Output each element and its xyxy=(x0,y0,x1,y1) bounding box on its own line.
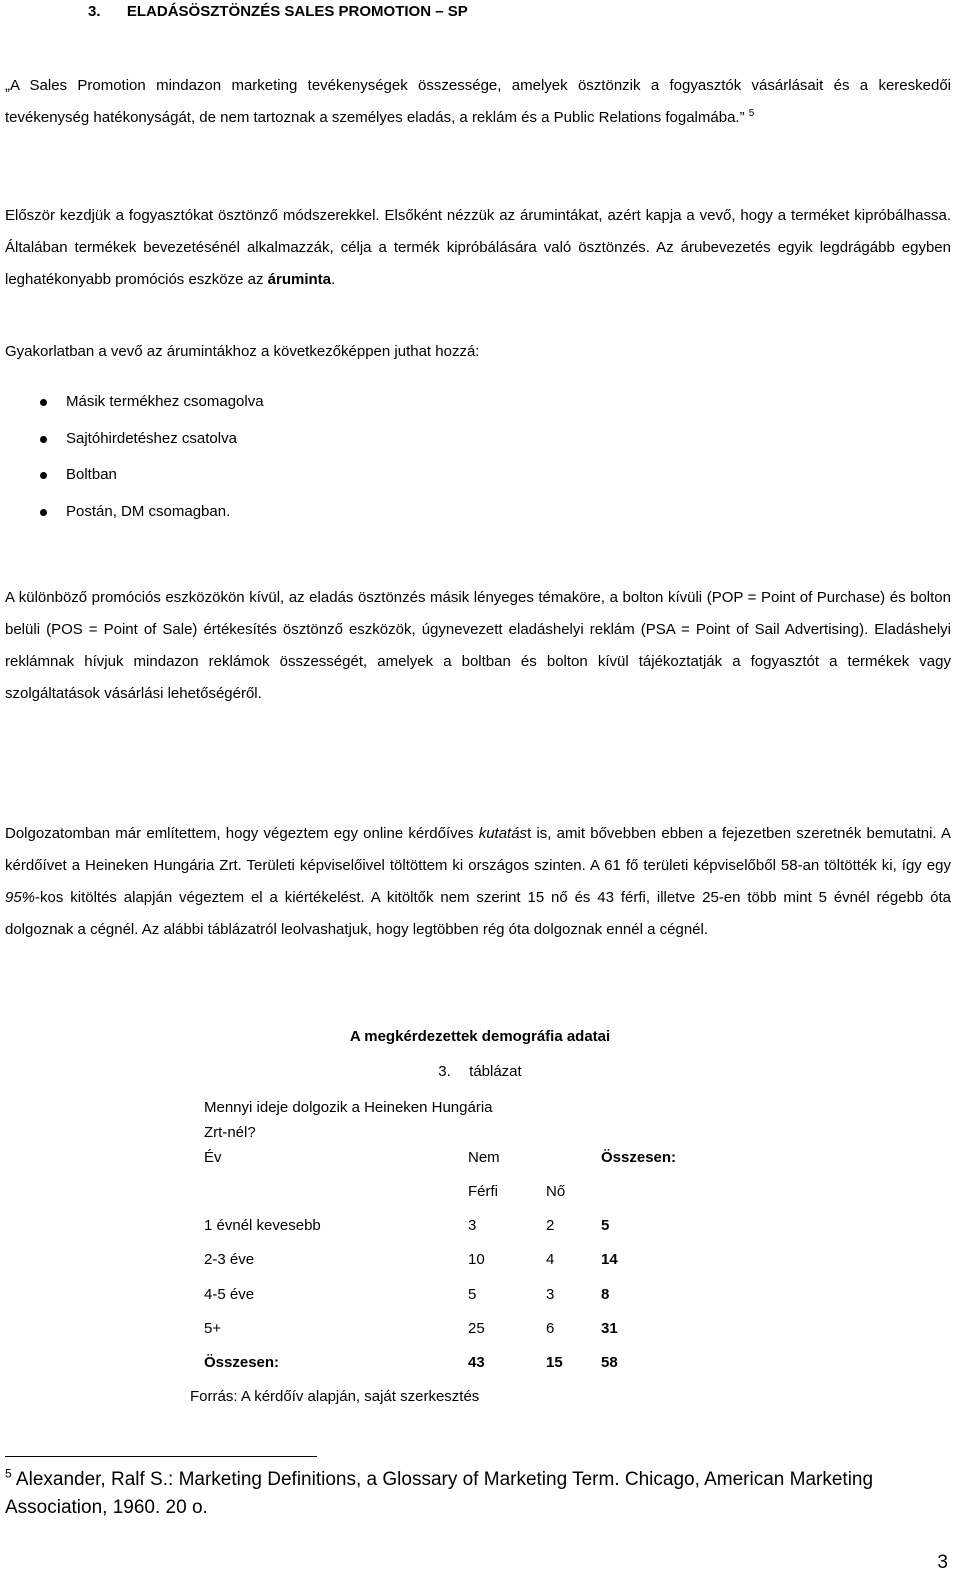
footnote xyxy=(5,1466,951,1522)
footnote-reference[interactable]: 5 xyxy=(748,108,755,119)
page-number: 3 xyxy=(937,1552,948,1573)
bullet-icon xyxy=(40,436,47,443)
italic-term: kutatás xyxy=(478,825,528,842)
italic-percent: 95% xyxy=(5,889,36,906)
bold-term: áruminta xyxy=(267,271,332,288)
section-title: ELADÁSÖSZTÖNZÉS SALES PROMOTION – SP xyxy=(126,3,468,20)
section-number: 3. xyxy=(88,3,101,20)
header-total: Összesen: xyxy=(601,1149,677,1166)
list-intro-text: Gyakorlatban a vevő az árumintákhoz a következőképpen juthat hozzá: xyxy=(5,343,480,360)
list-item: Sajtóhirdetéshez csatolva xyxy=(40,421,264,458)
pos-paragraph xyxy=(5,582,951,710)
section-heading xyxy=(88,0,468,24)
footnote-text: Alexander, Ralf S.: Marketing Definitions, a Glossary of Marketing Term. Chicago, American Marketing Association, 1960. 20 o. xyxy=(5,1469,874,1518)
header-year: Év xyxy=(204,1149,222,1166)
table-caption xyxy=(0,1060,960,1084)
list-intro-paragraph xyxy=(5,336,951,368)
footnote-marker: 5 xyxy=(5,1466,12,1481)
table-label: táblázat xyxy=(469,1063,522,1080)
bullet-list xyxy=(40,384,264,530)
table-number: 3. xyxy=(438,1063,451,1080)
header-gender: Nem xyxy=(468,1149,500,1166)
intro-paragraph xyxy=(5,200,951,296)
survey-paragraph: Dolgozatomban már említettem, hogy végeztem egy online kérdőíves kutatást is, amit bővebben ebben a fejezetben szeretnék bemutatni. A kérdőívet a Heineken Hungária Zrt. Területi képviselőivel töltöttem ki országos szinten. A 61 fő területi képviselőből 58-an töltötték ki, így egy 95%-kos kitöltés alapján végeztem el a kiértékelést. A kitöltők nem szerint 15 nő és 43 férfi, illetve 25-en több mint 5 évnél régebb óta dolgoznak a cégnél. Az alábbi táblázatról leolvashatjuk, hogy legtöbben rég óta dolgoznak ennél a cégnél. xyxy=(5,825,952,938)
list-item: Másik termékhez csomagolva xyxy=(40,384,264,421)
bullet-icon xyxy=(40,509,47,516)
table-question-line2: Zrt-nél? xyxy=(204,1124,256,1141)
end-punct: . xyxy=(331,271,336,288)
footnote-divider xyxy=(5,1456,317,1457)
table-question-line1: Mennyi ideje dolgozik a Heineken Hungária xyxy=(204,1099,493,1116)
pos-text: A különböző promóciós eszközökön kívül, az eladás ösztönzés másik lényeges témaköre, a bolton kívüli (POP = Point of Purchase) és bolton belüli (POS = Point of Sale) értékesítés ösztönző eszközök, úgynevezett eladáshelyi reklám (PSA = Point of Sail Advertising). Eladáshelyi reklámnak hívjuk mindazon reklámok összességét, amelyek a boltban és bolton kívül tájékoztatják a fogyasztót a termékek vagy szolgáltatások vásárlási lehetőségéről. xyxy=(5,589,951,702)
bullet-icon xyxy=(40,472,47,479)
document-page: 3. ELADÁSÖSZTÖNZÉS SALES PROMOTION – SP „A Sales Promotion mindazon marketing tevékenységek összessége, amelyek ösztönzik a fogyasztók vásárlásait és a kereskedői tevékenység hatékonyságát, de nem tartoznak a személyes eladás, a reklám és a Public Relations fogalmába.” $^5$ Először kezdjük a fogyasztókat ösztönző módszerekkel. Elsőként nézzük az árumintákat, azért kapja a vevő, hogy a terméket kipróbálhassa. Általában termékek bevezetésénél alkalmazzák, célja a termék kipróbálására való ösztönzés. Az árubevezetés egyik legdrágább egyben leghatékonyabb promóciós eszköze az áruminta. Gyakorlatban a vevő az árumintákhoz a következőképpen juthat hozzá: Másik termékhez csomagolva Sajtóhirdetéshez csatolva Boltban Postán, DM csomagban. A különböző promóciós eszközökön kívül, az eladás ösztönzés másik lényeges témaköre, a bolton kívüli (POP = Point of Purchase) és bolton belüli (POS = Point of Sale) értékesítés ösztönző eszközök, úgynevezett eladáshelyi reklám (PSA = Point of Sail Advertising). Eladáshelyi reklámnak hívjuk mindazon reklámok összességét, amelyek a boltban és bolton kívül tájékoztatják a fogyasztót a termékek vagy szolgáltatások vásárlási lehetőségéről. Dolgozatomban már említettem, hogy végeztem egy online kérdőíves kutatást is, amit bővebben ebben a fejezetben szeretnék bemutatni. A kérdőívet a Heineken Hungária Zrt. Területi képviselőivel töltöttem ki országos szinten. A 61 fő területi képviselőből 58-an töltötték ki, így egy 95%-kos kitöltés alapján végeztem el a kiértékelést. A kitöltők nem szerint 15 nő és 43 férfi, illetve 25-en több mint 5 évnél régebb óta dolgoznak a cégnél. Az alábbi táblázatról leolvashatjuk, hogy legtöbben rég óta dolgoznak ennél a cégnél. A megkérdezettek demográfia adatai 3. táblázat Mennyi ideje dolgozik a Heineken Hungária Zrt-nél? Év Nem Összesen: Férfi Nő 1 évnél kevesebb 3 2 5 2-3 éve 10 4 14 4-5 éve 5 3 8 5+ 25 6 31 Összesen: 43 15 58 Forrás: A kérdőív alapján, saját szerkesztés $^5$ Alexander, Ralf S.: Marketing Definitions, a Glossary of Marketing Term. Chicago, American Marketing Association, 1960. 20 o. 3 xyxy=(0,0,960,1582)
table-source: Forrás: A kérdőív alapján, saját szerkesztés xyxy=(190,1388,480,1405)
intro-text: Először kezdjük a fogyasztókat ösztönző módszerekkel. Elsőként nézzük az árumintákat, azért kapja a vevő, hogy a terméket kipróbálhassa. Általában termékek bevezetésénél alkalmazzák, célja a termék kipróbálására való ösztönzés. Az árubevezetés egyik legdrágább egyben leghatékonyabb promóciós eszköze az xyxy=(5,207,951,288)
table-title: A megkérdezettek demográfia adatai xyxy=(349,1028,611,1045)
header-male: Férfi xyxy=(468,1183,498,1200)
quote-paragraph xyxy=(5,70,951,134)
list-item: Postán, DM csomagban. xyxy=(40,494,264,531)
list-item: Boltban xyxy=(40,457,264,494)
bullet-icon xyxy=(40,399,47,406)
header-female: Nő xyxy=(546,1183,566,1200)
quote-text: „A Sales Promotion mindazon marketing tevékenységek összessége, amelyek ösztönzik a fogyasztók vásárlásait és a kereskedői tevékenység hatékonyságát, de nem tartoznak a személyes eladás, a reklám és a Public Relations fogalmába.” xyxy=(5,77,951,126)
